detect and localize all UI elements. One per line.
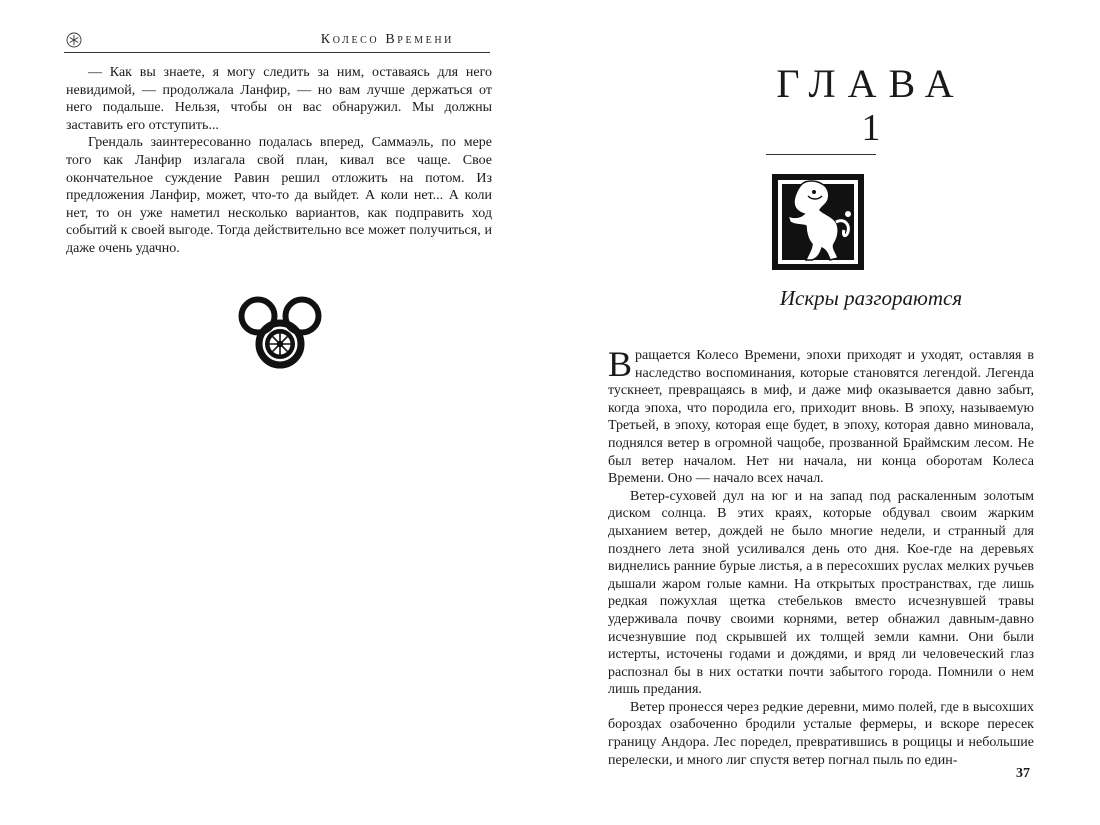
running-head <box>64 28 490 53</box>
chapter-divider <box>766 154 876 155</box>
drop-cap: В <box>608 344 633 384</box>
paragraph-text: ращается Колесо Времени, эпохи приходят и уходят, оставляя в наследство воспоминания, которые становятся легендой. Легенда тускнеет, превращаясь в миф, и даже миф оказывается давно забыт, когда эпоха, что породила его, приходит вновь. В эпоху, называемую Третьей, в эпоху, которая еще будет, в эпоху, которая давно миновала, поднялся ветер в огромной чащобе, прозванной Браймским лесом. Не был ветер началом. Нет ни начала, ни конца оборотам Колеса Времени. Оно — начало всех начал. <box>608 348 1034 487</box>
running-head-title: Колесо Времени <box>320 32 454 47</box>
paragraph <box>608 344 1034 488</box>
paragraph: Грендаль заинтересованно подалась вперед, Саммаэль, по мере того как Ланфир излагала свой план, кивал все чаще. Свое окончательное суждение Равин решил отложить на потом. Из предложения Ланфир, может, что-то да выйдет. А коли нет... А коли нет, то он уже наметил несколько вариантов, как подправить ход событий к своей выгоде. Тогда действительно все может получиться, и даже очень удачно. <box>66 135 492 256</box>
lion-emblem-icon <box>772 174 864 270</box>
paragraph: Ветер-суховей дул на юг и на запад под раскаленным золотым диском солнца. В этих краях, которые обдувал своим жарким дыханием ветер, дождей не было многие недели, и странный для позднего лета зной усиливался день ото дня. Кое-где на деревьях виднелись ранние бурые листья, а в пересохших руслах мелких ручьев дышали жаром голые камни. На открытых пространствах, где лишь редкая пожухлая щетка стебельков вместо исчезнувшей травы удерживала почву своими корнями, ветер обнажил давным-давно исчезнувшие под скрывшей их толщей земли камни. Они были истерты, источены годами и дождями, и вряд ли человеческий глаз распознал бы в них остатки почти забытого города. Помнили о нем лишь предания. <box>608 488 1034 698</box>
chapter-heading: ГЛАВА <box>776 61 966 106</box>
page-number: 37 <box>1016 766 1030 781</box>
snowflake-ornament-icon <box>66 32 82 48</box>
left-body-text <box>66 64 492 258</box>
chapter-number: 1 <box>861 107 881 149</box>
paragraph: Ветер пронесся через редкие деревни, мимо полей, где в высохших бороздах озабоченно бродили усталые фермеры, и вскоре пересек границу Андора. Лес поредел, превратившись в рощицы и небольшие перелески, и много лиг спустя ветер погнал пыль по един- <box>608 699 1034 768</box>
paragraph: — Как вы знаете, я могу следить за ним, оставаясь для него невидимой, — продолжала Ланфир, — но вам лучше держаться от него подальше. Нельзя, чтобы он вас обнаружил. Мы должны заставить его отступить... <box>66 65 492 133</box>
chapter-title: Искры разгораются <box>779 286 963 310</box>
wheel-of-time-icon <box>238 292 322 370</box>
right-body-text <box>608 344 1034 769</box>
right-page <box>550 0 1100 825</box>
